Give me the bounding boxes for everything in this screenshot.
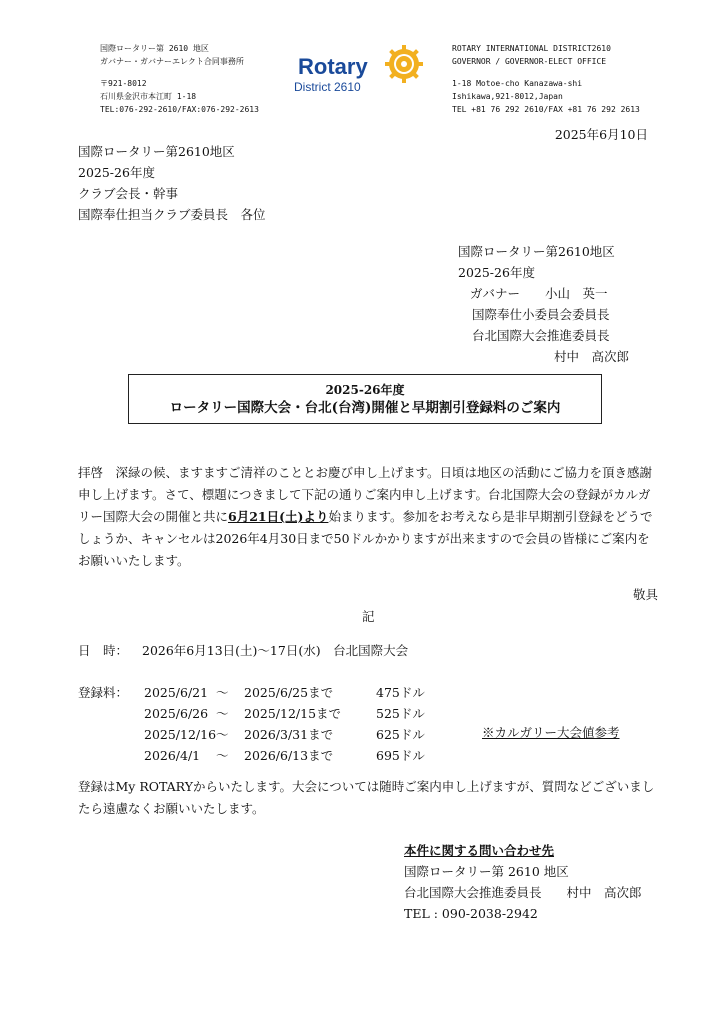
- letterhead-line: [100, 68, 259, 77]
- letterhead-line: [452, 68, 640, 77]
- sender-line: ガバナー 小山 英一: [470, 286, 608, 301]
- closing-paragraph: 登録はMy ROTARYからいたします。大会については随時ご案内申し上げますが、質問などございましたら遠慮なくお願いいたします。: [78, 779, 655, 816]
- fee-end: 2026/3/31まで: [244, 727, 334, 742]
- fee-price: 625ドル: [376, 727, 425, 742]
- body-text: 始まります。参加をお考えなら是非早期割引登録をどうでしょうか、キャンセルは2026年4月30日まで50ドルかかりますが出来ますので会員の皆様にご案内をお願いいたします。: [78, 509, 653, 568]
- letterhead-line: 〒921-8012: [100, 79, 147, 88]
- sender-block: [458, 241, 629, 367]
- letterhead-line: 1-18 Motoe-cho Kanazawa-shi: [452, 79, 583, 88]
- fee-start: 2025/6/21: [144, 685, 209, 700]
- sender-line: 2025-26年度: [458, 265, 535, 280]
- title-box: [128, 374, 602, 424]
- sender-line: 村中 高次郎: [554, 349, 630, 364]
- document-date: 2025年6月10日: [554, 127, 648, 142]
- logo-wordmark: Rotary: [298, 54, 368, 79]
- addressee-line: 国際ロータリー第2610地区: [78, 144, 235, 159]
- letterhead-line: ROTARY INTERNATIONAL DISTRICT2610: [452, 44, 611, 53]
- document-title: ロータリー国際大会・台北(台湾)開催と早期割引登録料のご案内: [169, 400, 561, 416]
- sender-line: 台北国際大会推進委員長: [472, 328, 610, 343]
- addressee-line: 2025-26年度: [78, 165, 155, 180]
- contact-line: 国際ロータリー第 2610 地区: [404, 864, 569, 879]
- fee-label: 登録料：: [78, 685, 129, 700]
- fee-tilde: ～: [216, 685, 229, 700]
- closing-salutation: 敬具: [632, 587, 658, 602]
- fee-price: 475ドル: [376, 685, 425, 700]
- contact-heading: 本件に関する問い合わせ先: [404, 843, 555, 858]
- sender-line: 国際奉仕小委員会委員長: [472, 307, 610, 322]
- start-date-highlight: 6月21日(土)より: [228, 509, 329, 524]
- letterhead-line: GOVERNOR / GOVERNOR-ELECT OFFICE: [452, 57, 607, 66]
- fee-tilde: ～: [216, 748, 229, 763]
- ki-heading: 記: [362, 609, 375, 624]
- letterhead-line: TEL +81 76 292 2610/FAX +81 76 292 2613: [452, 105, 640, 114]
- contact-line: 台北国際大会推進委員長 村中 高次郎: [404, 885, 642, 900]
- fee-start: 2025/6/26: [144, 706, 209, 721]
- contact-block: [404, 840, 642, 924]
- fee-price: 525ドル: [376, 706, 425, 721]
- logo-district: District 2610: [294, 80, 361, 94]
- letterhead-line: TEL:076-292-2610/FAX:076-292-2613: [100, 105, 259, 114]
- fee-tilde: ～: [216, 727, 229, 742]
- fee-end: 2025/6/25まで: [244, 685, 334, 700]
- fee-tilde: ～: [216, 706, 229, 721]
- letterhead-line: ガバナー・ガバナーエレクト合同事務所: [100, 57, 244, 66]
- addressee-block: [78, 141, 266, 225]
- sender-line: 国際ロータリー第2610地区: [458, 244, 615, 259]
- addressee-line: クラブ会長・幹事: [78, 186, 179, 201]
- schedule-value: 2026年6月13日(土)～17日(水) 台北国際大会: [142, 643, 409, 658]
- letterhead-english: [452, 42, 640, 116]
- rotary-logo: [286, 44, 436, 100]
- title-year: 2025-26年度: [325, 383, 405, 397]
- letterhead-japanese: [100, 42, 259, 116]
- contact-phone: TEL : 090-2038-2942: [404, 906, 538, 921]
- body-paragraph: [78, 462, 658, 572]
- schedule-label: 日 時：: [78, 643, 129, 658]
- fee-end: 2026/6/13まで: [244, 748, 334, 763]
- letterhead-line: 石川県金沢市本江町 1-18: [100, 92, 197, 101]
- calgary-reference-note: ※カルガリー大会値参考: [482, 725, 620, 740]
- schedule-row: [78, 640, 408, 661]
- letterhead-line: 国際ロータリー第 2610 地区: [100, 44, 209, 53]
- addressee-line: 国際奉仕担当クラブ委員長 各位: [78, 207, 266, 222]
- fee-start: 2026/4/1: [144, 748, 201, 763]
- fee-start: 2025/12/16: [144, 727, 217, 742]
- rotary-wheel-icon: [384, 44, 424, 84]
- letterhead-line: Ishikawa,921-8012,Japan: [452, 92, 563, 101]
- body-text: 拝啓 深緑の候、ますますご清祥のこととお慶び申し上げます。日頃は地区の活動にご協力を頂き感謝申し上げます。さて、標題につきまして下記の通りご案内申し上げます。台北国際大会の登録がカルガリー国際大会の開催と共に: [78, 465, 653, 524]
- fee-price: 695ドル: [376, 748, 425, 763]
- fee-end: 2025/12/15まで: [244, 706, 342, 721]
